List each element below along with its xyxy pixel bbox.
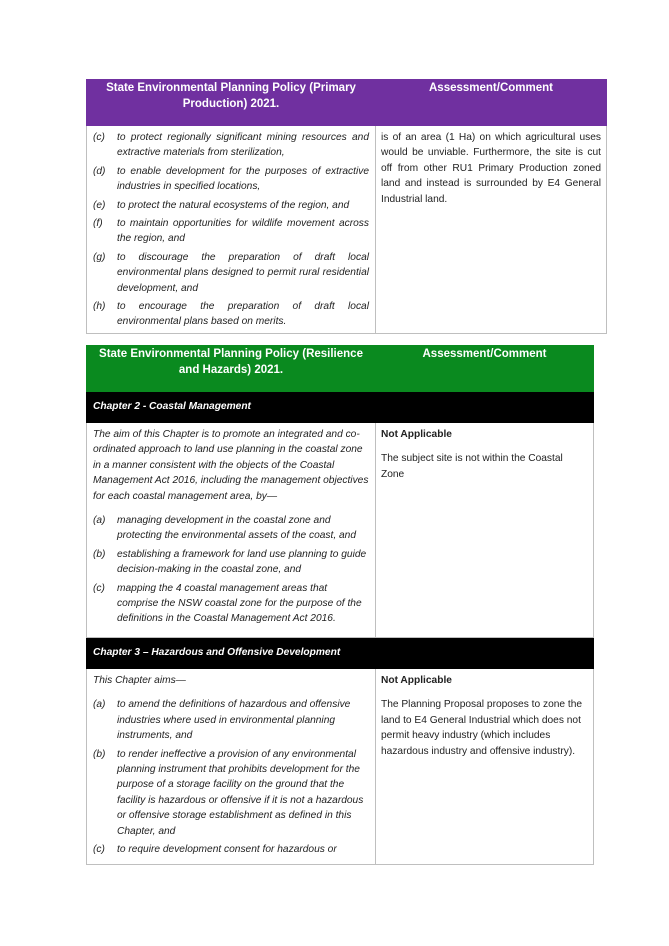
list-item: (b) to render ineffective a provision of any environmental planning instrument that prohibits development for the purpose of a storage facility on the ground that the facility is hazardous or offensive if it is not a hazardous or offensive storage establishment as defined in this Chapter, and xyxy=(93,748,364,837)
list-item: (g) to discourage the preparation of draft local environmental plans designed to permit rural residential development, and xyxy=(93,251,369,294)
chapter-2-heading: Chapter 2 - Coastal Management xyxy=(87,392,594,423)
table2-header-assessment: Assessment/Comment xyxy=(376,346,594,392)
chapter-3-aims-list xyxy=(93,697,369,857)
list-item: (c) to require development consent for hazardous or xyxy=(93,844,337,856)
list-item: (d) to enable development for the purposes of extractive industries in specified locations, xyxy=(93,165,369,193)
chapter-3-assessment-cell xyxy=(376,669,594,865)
list-item: (h) to encourage the preparation of draft local environmental plans based on merits. xyxy=(93,301,369,328)
table2-header-policy: State Environmental Planning Policy (Resilience and Hazards) 2021. xyxy=(87,346,376,392)
list-item: (a) managing development in the coastal zone and protecting the environmental assets of the coast, and xyxy=(93,515,356,542)
chapter-2-aims-cell xyxy=(87,423,376,638)
chapter-2-comment: The subject site is not within the Coastal Zone xyxy=(381,453,563,480)
table1-objectives-cell xyxy=(87,126,376,334)
list-item: (f) to maintain opportunities for wildlife movement across the region, and xyxy=(93,218,369,245)
chapter-3-intro: This Chapter aims— xyxy=(93,675,186,686)
chapter-3-comment: The Planning Proposal proposes to zone the land to E4 General Industrial which does not permit heavy industry (which includes hazardous industry and offensive industry). xyxy=(381,699,583,757)
chapter-2-aims-list xyxy=(93,513,369,627)
list-item: (c) mapping the 4 coastal management areas that comprise the NSW coastal zone for the purpose of the definitions in the Coastal Management Act 2016. xyxy=(93,582,362,625)
chapter-2-status: Not Applicable xyxy=(381,429,452,440)
chapter-3-status: Not Applicable xyxy=(381,675,452,686)
table1-objectives-list xyxy=(93,130,369,330)
table1-header-policy: State Environmental Planning Policy (Primary Production) 2021. xyxy=(87,80,376,126)
chapter-2-intro: The aim of this Chapter is to promote an integrated and co-ordinated approach to land use planning in the coastal zone in a manner consistent with the objects of the Coastal Management Act 2016, including the management objectives for each coastal management area, by— xyxy=(93,429,369,502)
table1-header-assessment: Assessment/Comment xyxy=(376,80,607,126)
chapter-3-heading: Chapter 3 – Hazardous and Offensive Development xyxy=(87,638,594,669)
sepp-resilience-hazards-table xyxy=(86,345,594,865)
sepp-primary-production-table xyxy=(86,79,607,334)
list-item: (e) to protect the natural ecosystems of the region, and xyxy=(93,199,350,211)
list-item: (a) to amend the definitions of hazardous and offensive industries where used in environmental planning instruments, and xyxy=(93,699,351,742)
chapter-2-assessment-cell xyxy=(376,423,594,638)
table1-comment: is of an area (1 Ha) on which agricultural uses would be unviable. Furthermore, the site is cut off from other RU1 Primary Production zoned land and instead is surrounded by E4 General Industrial land. xyxy=(376,126,607,334)
list-item: (b) establishing a framework for land use planning to guide decision-making in the coastal zone, and xyxy=(93,548,367,576)
list-item: (c) to protect regionally significant mining resources and extractive materials from sterilization, xyxy=(93,132,369,159)
chapter-3-aims-cell xyxy=(87,669,376,865)
